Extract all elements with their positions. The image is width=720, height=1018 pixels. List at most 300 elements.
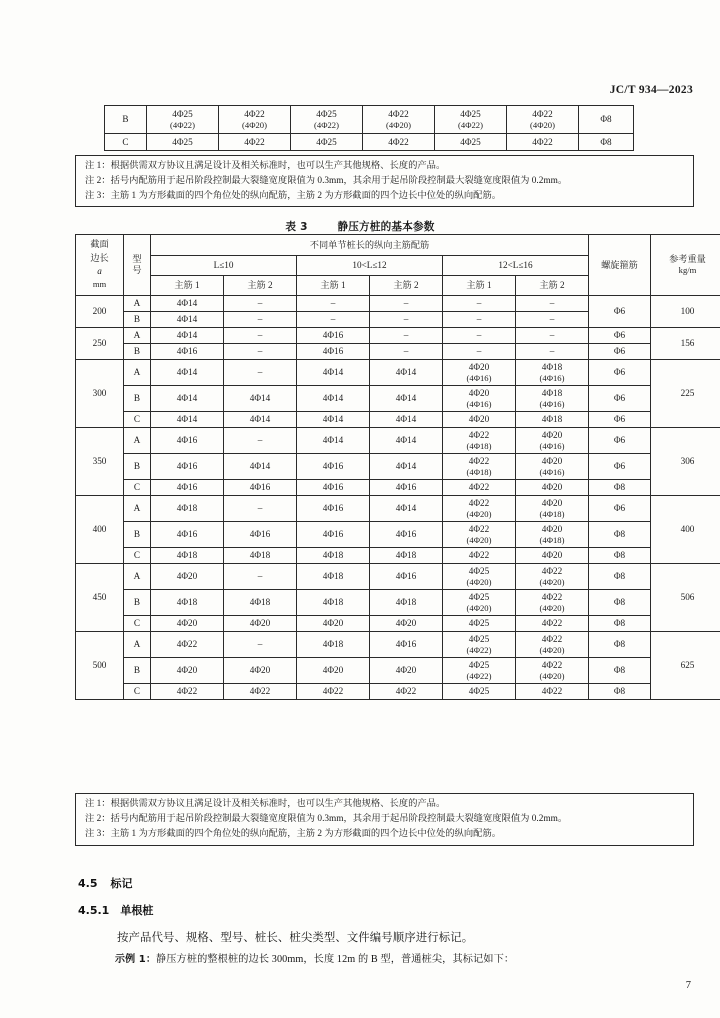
rebar-cell (297, 590, 370, 616)
rebar-main: 4Φ14 (395, 393, 417, 404)
rebar-paren: (4Φ20) (466, 576, 492, 587)
header-len-group-2: 10<L≤12 (297, 256, 443, 276)
section-4-5-heading (78, 875, 133, 891)
rebar-cell (224, 328, 297, 344)
rebar-cell (370, 632, 443, 658)
rebar-main: 4Φ20 (468, 414, 490, 425)
table-row (76, 496, 720, 522)
rebar-main: 4Φ18 (176, 597, 198, 608)
rebar-main: 4Φ14 (176, 393, 198, 404)
rebar-main: – (257, 298, 263, 309)
rebar-cell (443, 296, 516, 312)
rebar-cell (224, 454, 297, 480)
rebar-main: 4Φ16 (249, 529, 271, 540)
table-row (76, 360, 720, 386)
stirrup-cell: Φ6 (589, 386, 651, 412)
rebar-cell (224, 296, 297, 312)
rebar-main: 4Φ25 (468, 618, 490, 629)
rebar-cell (443, 412, 516, 428)
table-row (76, 548, 720, 564)
rebar-main: – (476, 298, 482, 309)
ref-weight-cell: 625 (651, 632, 720, 700)
model-type-cell: A (124, 564, 151, 590)
rebar-cell (151, 658, 224, 684)
model-type-cell: A (124, 428, 151, 454)
rebar-main: 4Φ20 (468, 388, 490, 398)
rebar-cell (443, 590, 516, 616)
section-4-5-1-heading (78, 902, 153, 918)
rebar-cell (151, 590, 224, 616)
table3-body (76, 296, 720, 700)
rebar-cell (363, 106, 435, 134)
rebar-main: 4Φ14 (176, 414, 198, 425)
rebar-cell (516, 522, 589, 548)
model-type-cell: B (124, 658, 151, 684)
rebar-main: 4Φ25 (316, 109, 337, 119)
rebar-main: 4Φ14 (395, 461, 417, 472)
rebar-main: 4Φ14 (322, 393, 344, 404)
rebar-cell (151, 454, 224, 480)
rebar-paren: (4Φ18) (539, 508, 565, 519)
model-type-cell: C (124, 684, 151, 700)
rebar-main: 4Φ22 (468, 498, 490, 508)
rebar-cell (224, 564, 297, 590)
rebar-paren: (4Φ16) (466, 398, 492, 409)
rebar-main: 4Φ20 (176, 618, 198, 629)
section-4-5-1-number: 4.5.1 (78, 904, 110, 917)
continued-table-notes (75, 155, 694, 207)
rebar-cell (370, 412, 443, 428)
rebar-paren: (4Φ18) (539, 534, 565, 545)
rebar-cell (151, 344, 224, 360)
rebar-main: 4Φ22 (468, 550, 490, 561)
rebar-main: 4Φ18 (541, 414, 563, 425)
rebar-main: 4Φ20 (468, 362, 490, 372)
rebar-main: 4Φ22 (468, 482, 490, 493)
table3-head (76, 235, 720, 296)
rebar-main: 4Φ20 (176, 665, 198, 676)
header-side-length-unit: mm (92, 279, 107, 290)
rebar-main: 4Φ20 (176, 571, 198, 582)
model-type-cell: B (124, 454, 151, 480)
rebar-cell (224, 496, 297, 522)
header-spiral-stirrup: 螺旋箍筋 (589, 235, 651, 296)
rebar-main: 4Φ18 (395, 597, 417, 608)
model-type-cell: A (124, 328, 151, 344)
rebar-main: 4Φ18 (322, 550, 344, 561)
model-type-cell: C (124, 480, 151, 496)
rebar-cell (443, 616, 516, 632)
rebar-main: 4Φ16 (176, 482, 198, 493)
model-type-cell: C (124, 412, 151, 428)
header-group-main-rebar: 不同单节桩长的纵向主筋配筋 (151, 235, 589, 256)
rebar-cell (151, 328, 224, 344)
section-size-cell: 450 (76, 564, 124, 632)
rebar-cell (516, 328, 589, 344)
rebar-main: 4Φ25 (460, 109, 481, 119)
model-type-cell: A (124, 360, 151, 386)
rebar-main: 4Φ14 (176, 330, 198, 341)
rebar-main: 4Φ18 (249, 597, 271, 608)
header-model (124, 235, 151, 296)
header-ref-weight-unit: kg/m (678, 265, 697, 275)
table-row (76, 344, 720, 360)
rebar-cell (363, 134, 435, 151)
rebar-cell (370, 522, 443, 548)
note-item: 注 2：括号内配筋用于起吊阶段控制最大裂缝宽度限值为 0.3mm，其余用于起吊阶段控制最大裂缝宽度限值为 0.2mm。 (85, 814, 568, 825)
note-item: 注 2：括号内配筋用于起吊阶段控制最大裂缝宽度限值为 0.3mm，其余用于起吊阶段控制最大裂缝宽度限值为 0.2mm。 (85, 176, 568, 187)
rebar-main: 4Φ16 (322, 529, 344, 540)
rebar-main: 4Φ20 (322, 665, 344, 676)
stirrup-cell: Φ8 (589, 480, 651, 496)
rebar-main: 4Φ16 (395, 639, 417, 650)
rebar-main: 4Φ22 (388, 109, 409, 119)
paragraph-marking-order: 按产品代号、规格、型号、桩长、桩尖类型、文件编号顺序进行标记。 (117, 932, 474, 944)
rebar-cell (370, 454, 443, 480)
rebar-cell (297, 412, 370, 428)
rebar-main: 4Φ22 (541, 634, 563, 644)
rebar-paren: (4Φ16) (539, 398, 565, 409)
rebar-main: 4Φ22 (176, 686, 198, 697)
rebar-paren: (4Φ20) (539, 576, 565, 587)
rebar-main: 4Φ25 (468, 660, 490, 670)
rebar-cell (370, 496, 443, 522)
rebar-paren: (4Φ20) (539, 670, 565, 681)
table-row (105, 134, 634, 151)
rebar-main: 4Φ14 (176, 314, 198, 325)
rebar-main: – (330, 314, 336, 325)
rebar-main: 4Φ25 (316, 136, 337, 147)
rebar-main: – (403, 314, 409, 325)
rebar-main: – (476, 346, 482, 357)
rebar-main: 4Φ14 (395, 414, 417, 425)
stirrup-cell: Φ6 (589, 454, 651, 480)
rebar-main: 4Φ14 (249, 414, 271, 425)
header-bar2: 主筋 2 (224, 276, 297, 296)
rebar-main: 4Φ20 (249, 665, 271, 676)
rebar-main: 4Φ16 (322, 482, 344, 493)
rebar-cell (224, 480, 297, 496)
rebar-cell (516, 296, 589, 312)
table3 (75, 234, 720, 700)
rebar-main: – (257, 435, 263, 446)
rebar-cell (443, 564, 516, 590)
rebar-cell (224, 548, 297, 564)
rebar-main: – (257, 571, 263, 582)
rebar-main: 4Φ16 (322, 503, 344, 514)
header-model-line1: 型 (132, 254, 142, 265)
rebar-cell (443, 428, 516, 454)
table-row (76, 296, 720, 312)
rebar-main: 4Φ22 (322, 686, 344, 697)
section-4-5-title: 标记 (110, 877, 133, 890)
rebar-main: 4Φ16 (322, 461, 344, 472)
rebar-main: – (403, 330, 409, 341)
paragraph-example-1 (115, 950, 514, 965)
rebar-main: 4Φ20 (395, 665, 417, 676)
table-row (76, 428, 720, 454)
rebar-cell (443, 454, 516, 480)
rebar-cell (370, 296, 443, 312)
header-len-group-3: 12<L≤16 (443, 256, 589, 276)
rebar-paren: (4Φ20) (466, 534, 492, 545)
rebar-cell (297, 344, 370, 360)
header-bar1: 主筋 1 (151, 276, 224, 296)
rebar-main: 4Φ18 (322, 597, 344, 608)
rebar-main: 4Φ18 (176, 503, 198, 514)
rebar-main: 4Φ20 (541, 430, 563, 440)
section-4-5-number: 4.5 (78, 877, 98, 890)
rebar-main: 4Φ20 (541, 482, 563, 493)
table3-notes (75, 793, 694, 846)
rebar-main: 4Φ16 (176, 346, 198, 357)
rebar-cell (147, 134, 219, 151)
ref-weight-cell: 506 (651, 564, 720, 632)
rebar-cell (151, 684, 224, 700)
rebar-cell (370, 548, 443, 564)
rebar-cell (151, 412, 224, 428)
note-item: 注 3：主筋 1 为方形截面的四个角位处的纵向配筋，主筋 2 为方形截面的四个边长中位处的纵向配筋。 (85, 829, 502, 840)
rebar-cell (443, 480, 516, 496)
rebar-main: – (476, 314, 482, 325)
ref-weight-cell: 306 (651, 428, 720, 496)
rebar-main: 4Φ14 (249, 393, 271, 404)
rebar-cell (224, 616, 297, 632)
note-item: 注 1：根据供需双方协议且满足设计及相关标准时，也可以生产其他规格、长度的产品。 (85, 799, 446, 809)
rebar-main: 4Φ14 (395, 435, 417, 446)
stirrup-cell: Φ8 (589, 684, 651, 700)
rebar-cell (443, 658, 516, 684)
stirrup-cell: Φ8 (589, 522, 651, 548)
rebar-cell (224, 684, 297, 700)
model-type-cell: A (124, 496, 151, 522)
stirrup-cell: Φ8 (589, 632, 651, 658)
rebar-cell (224, 632, 297, 658)
rebar-main: 4Φ22 (249, 686, 271, 697)
rebar-cell (151, 632, 224, 658)
rebar-cell (370, 312, 443, 328)
rebar-main: 4Φ22 (244, 136, 265, 147)
rebar-cell (516, 412, 589, 428)
rebar-cell (507, 134, 579, 151)
rebar-main: 4Φ16 (176, 435, 198, 446)
header-side-length-line1: 截面 (90, 239, 109, 250)
table3-caption-title: 静压方桩的基本参数 (337, 221, 435, 233)
rebar-main: – (549, 298, 555, 309)
rebar-main: – (257, 367, 263, 378)
rebar-paren: (4Φ20) (386, 119, 411, 130)
rebar-main: – (476, 330, 482, 341)
page-number: 7 (685, 980, 691, 991)
rebar-cell (224, 590, 297, 616)
rebar-cell (297, 454, 370, 480)
rebar-main: 4Φ22 (541, 618, 563, 629)
rebar-paren: (4Φ20) (530, 119, 555, 130)
rebar-cell (516, 480, 589, 496)
table-row (76, 632, 720, 658)
rebar-cell (297, 328, 370, 344)
rebar-paren: (4Φ16) (539, 372, 565, 383)
rebar-main: 4Φ16 (176, 461, 198, 472)
table-row (76, 386, 720, 412)
rebar-cell (151, 548, 224, 564)
rebar-main: – (257, 639, 263, 650)
table-row (76, 522, 720, 548)
rebar-cell (151, 296, 224, 312)
header-model-line2: 号 (132, 265, 142, 275)
rebar-main: 4Φ16 (176, 529, 198, 540)
ref-weight-cell: 156 (651, 328, 720, 360)
rebar-cell (516, 632, 589, 658)
rebar-paren: (4Φ22) (466, 670, 492, 681)
rebar-cell (516, 386, 589, 412)
header-ref-weight-line1: 参考重量 (669, 254, 706, 265)
rebar-main: 4Φ20 (395, 618, 417, 629)
rebar-cell (443, 312, 516, 328)
rebar-main: – (257, 330, 263, 341)
rebar-paren: (4Φ22) (466, 644, 492, 655)
model-type-cell: A (124, 632, 151, 658)
rebar-cell (297, 632, 370, 658)
section-size-cell: 250 (76, 328, 124, 360)
rebar-cell (370, 386, 443, 412)
rebar-cell (151, 616, 224, 632)
rebar-main: 4Φ14 (176, 298, 198, 309)
rebar-cell (224, 386, 297, 412)
header-bar1: 主筋 1 (443, 276, 516, 296)
rebar-cell (370, 564, 443, 590)
rebar-cell (297, 548, 370, 564)
model-type-cell: B (124, 312, 151, 328)
rebar-cell (297, 296, 370, 312)
continued-table (104, 105, 634, 151)
rebar-cell (297, 684, 370, 700)
rebar-paren: (4Φ20) (466, 602, 492, 613)
rebar-cell (516, 428, 589, 454)
rebar-cell (516, 590, 589, 616)
rebar-main: 4Φ18 (322, 639, 344, 650)
rebar-paren: (4Φ16) (539, 440, 565, 451)
rebar-cell (443, 684, 516, 700)
table-row (76, 616, 720, 632)
stirrup-cell: Φ8 (589, 564, 651, 590)
rebar-main: 4Φ18 (541, 362, 563, 372)
rebar-cell (151, 312, 224, 328)
rebar-main: 4Φ25 (460, 136, 481, 147)
rebar-main: 4Φ22 (468, 524, 490, 534)
stirrup-cell: Φ8 (579, 134, 634, 151)
ref-weight-cell: 225 (651, 360, 720, 428)
rebar-cell (443, 328, 516, 344)
rebar-cell (516, 548, 589, 564)
rebar-main: 4Φ22 (541, 566, 563, 576)
table-row (105, 106, 634, 134)
rebar-main: – (549, 346, 555, 357)
note-item: 注 1：根据供需双方协议且满足设计及相关标准时，也可以生产其他规格、长度的产品。 (85, 161, 446, 171)
rebar-cell (516, 360, 589, 386)
rebar-cell (443, 632, 516, 658)
rebar-cell (370, 616, 443, 632)
stirrup-cell: Φ6 (589, 344, 651, 360)
rebar-main: 4Φ14 (395, 367, 417, 378)
rebar-main: 4Φ25 (172, 109, 193, 119)
rebar-cell (151, 496, 224, 522)
rebar-main: 4Φ22 (541, 660, 563, 670)
section-size-cell: 400 (76, 496, 124, 564)
rebar-main: 4Φ22 (468, 456, 490, 466)
rebar-main: 4Φ22 (388, 136, 409, 147)
rebar-cell (443, 386, 516, 412)
rebar-paren: (4Φ18) (466, 440, 492, 451)
model-type-cell: C (124, 616, 151, 632)
example-text: 静压方桩的整根桩的边长 300mm，长度 12m 的 B 型，普通桩尖，其标记如下： (155, 954, 515, 965)
rebar-paren: (4Φ16) (466, 372, 492, 383)
rebar-cell (297, 522, 370, 548)
rebar-cell (370, 590, 443, 616)
model-type-cell: C (124, 548, 151, 564)
rebar-main: – (549, 330, 555, 341)
rebar-paren: (4Φ20) (242, 119, 267, 130)
rebar-main: 4Φ16 (395, 571, 417, 582)
rebar-cell (291, 134, 363, 151)
header-len-group-1: L≤10 (151, 256, 297, 276)
rebar-main: 4Φ14 (395, 503, 417, 514)
model-type-cell: A (124, 296, 151, 312)
rebar-cell (370, 360, 443, 386)
rebar-cell (516, 658, 589, 684)
table3-caption (0, 219, 720, 234)
rebar-cell (435, 134, 507, 151)
table3-caption-label: 表 3 (285, 221, 308, 233)
rebar-main: 4Φ16 (395, 529, 417, 540)
rebar-cell (224, 522, 297, 548)
rebar-main: 4Φ16 (322, 346, 344, 357)
rebar-main: 4Φ25 (468, 634, 490, 644)
rebar-cell (297, 496, 370, 522)
rebar-cell (297, 312, 370, 328)
header-side-length-line2: 边长 (90, 252, 109, 263)
section-size-cell: 350 (76, 428, 124, 496)
rebar-main: 4Φ18 (541, 388, 563, 398)
table3-header-row-1 (76, 235, 720, 256)
rebar-cell (516, 496, 589, 522)
rebar-cell (151, 522, 224, 548)
rebar-main: 4Φ20 (541, 524, 563, 534)
rebar-cell (443, 344, 516, 360)
rebar-main: – (549, 314, 555, 325)
stirrup-cell: Φ6 (589, 496, 651, 522)
rebar-cell (224, 312, 297, 328)
model-type-cell: B (124, 590, 151, 616)
section-4-5-1-title: 单根桩 (120, 904, 154, 917)
table-row (76, 454, 720, 480)
rebar-paren: (4Φ22) (170, 119, 195, 130)
rebar-cell (370, 480, 443, 496)
section-size-cell: 300 (76, 360, 124, 428)
rebar-paren: (4Φ18) (466, 466, 492, 477)
stirrup-cell: Φ8 (589, 590, 651, 616)
rebar-main: – (330, 298, 336, 309)
rebar-cell (370, 684, 443, 700)
model-type-cell: B (124, 344, 151, 360)
rebar-cell (370, 428, 443, 454)
rebar-cell (151, 386, 224, 412)
model-type-cell: C (105, 134, 147, 151)
table-row (76, 412, 720, 428)
rebar-cell (297, 360, 370, 386)
table-row (76, 684, 720, 700)
stirrup-cell: Φ6 (589, 360, 651, 386)
